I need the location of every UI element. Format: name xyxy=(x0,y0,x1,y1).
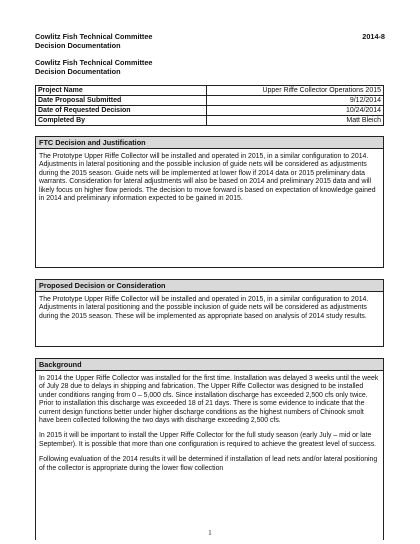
table-row xyxy=(36,96,384,106)
table-row xyxy=(36,106,384,116)
committee-name-repeat: Cowlitz Fish Technical Committee xyxy=(35,58,153,67)
section-paragraph: The Prototype Upper Riffe Collector will be installed and operated in 2015, in a similar configuration to 2014. Adjustments in lateral positioning and the possible inclusion of guide nets will be considered as adjustments during the 2015 season. These will be implemented as appropriate based on analysis of 2014 study results. xyxy=(39,296,369,320)
page-number: 1 xyxy=(208,530,212,537)
document-type: Decision Documentation xyxy=(35,40,121,50)
document-type-repeat: Decision Documentation xyxy=(35,66,121,76)
project-name-value: Upper Riffe Collector Operations 2015 xyxy=(206,86,383,96)
committee-name: Cowlitz Fish Technical Committee xyxy=(35,32,153,41)
background-section xyxy=(35,358,384,540)
date-submitted-value: 9/12/2014 xyxy=(206,96,383,106)
project-info-table xyxy=(35,85,384,126)
justification-section xyxy=(35,136,384,268)
document-header xyxy=(35,33,385,50)
section-paragraph: In 2015 it will be important to install the Upper Riffe Collector for the full study season (early July – mid or late September). It is possible that more than one configuration is required to achieve the greatest level of success. xyxy=(39,432,377,448)
document-subheader xyxy=(35,59,385,76)
section-paragraph: The Prototype Upper Riffe Collector will be installed and operated in 2015, in a similar configuration to 2014. Adjustments in lateral positioning and the possible inclusion of guide nets will be considered as adjustments during the 2015 season. Guide nets will be implemented at lower flow if 2014 data or 2015 preliminary data warrants. Consideration for lateral adjustments will also be based on 2014 and preliminary 2015 data and will likely focus on higher flow periods. The decision to move forward is based on expectation of knowledge gained in 2014 and preliminary information expected to be gained in 2015. xyxy=(39,153,376,203)
section-title: FTC Decision and Justification xyxy=(36,137,383,149)
date-requested-value: 10/24/2014 xyxy=(206,106,383,116)
date-submitted-label: Date Proposal Submitted xyxy=(36,96,207,106)
section-paragraph: In 2014 the Upper Riffe Collector was installed for the first time. Installation was delayed 3 weeks until the week of July 28 due to delays in shipping and fabrication. The Upper Riffe Collector was designed to be installed under conditions ranging from 0 – 5,000 cfs. Since installation discharge has exceeded 2,500 cfs only twice. Prior to installation this discharge was exceeded 18 of 21 days. There is some evidence to indicate that the current design functions better under higher discharge conditions as the highest numbers of Chinook smolt have been collected following the two days with discharge exceeding 2,500 cfs. xyxy=(39,375,379,425)
completed-by-value: Matt Bleich xyxy=(206,116,383,126)
proposed-decision-section xyxy=(35,279,384,347)
table-row xyxy=(36,86,384,96)
date-requested-label: Date of Requested Decision xyxy=(36,106,207,116)
section-title: Background xyxy=(36,359,383,371)
table-row xyxy=(36,116,384,126)
section-title: Proposed Decision or Consideration xyxy=(36,280,383,292)
section-paragraph: Following evaluation of the 2014 results it will be determined if installation of lead nets and/or lateral positioning of the collector is appropriate during the lower flow collection xyxy=(39,456,378,472)
document-number: 2014-8 xyxy=(362,32,385,41)
project-name-label: Project Name xyxy=(36,86,207,96)
completed-by-label: Completed By xyxy=(36,116,207,126)
